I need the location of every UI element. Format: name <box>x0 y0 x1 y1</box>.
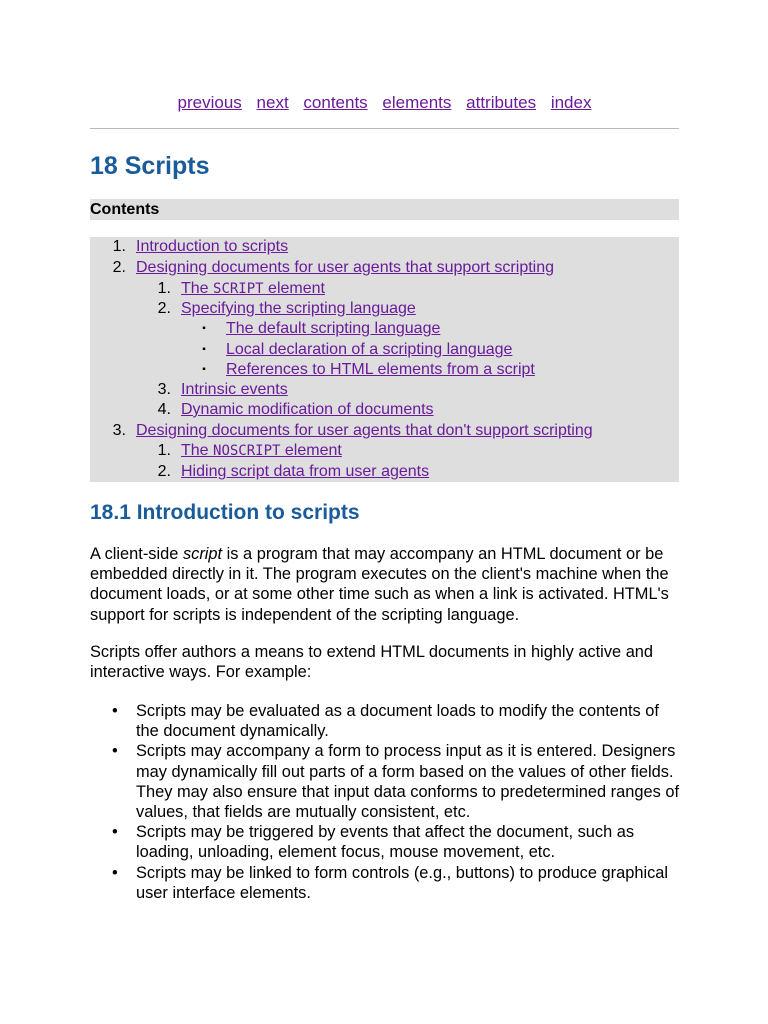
toc-link-designing-support[interactable]: Designing documents for user agents that support scripting <box>136 259 555 276</box>
toc-number: 3. <box>112 422 126 439</box>
toc-number: 1. <box>157 442 171 459</box>
list-item-text: Scripts may be triggered by events that affect the document, such as loading, unloading, element focus, mouse movement, etc. <box>136 823 635 862</box>
examples-list <box>90 701 679 903</box>
paragraph-text: is a program that may accompany an HTML document or be embedded directly in it. The program executes on the client's machine when the document loads, or at some other time such as when a link is activated. HTML's support for scripts is independent of the scripting language. <box>90 545 669 624</box>
contents-heading <box>90 199 679 220</box>
toc-link-code: NOSCRIPT <box>213 443 281 459</box>
toc-number: 1. <box>157 280 171 297</box>
square-bullet-icon: ▪ <box>202 323 206 334</box>
toc-link-intrinsic-events[interactable]: Intrinsic events <box>181 381 288 398</box>
toc-link-script-element[interactable] <box>181 279 325 299</box>
horizontal-divider <box>90 128 679 129</box>
toc-link-dynamic-modification[interactable]: Dynamic modification of documents <box>181 401 434 418</box>
emphasis-script: script <box>182 545 223 563</box>
paragraph-text: A client-side <box>90 545 183 563</box>
toc-link-text: element <box>280 442 342 459</box>
section-heading: 18.1 Introduction to scripts <box>90 501 360 524</box>
list-item-text: Scripts may be evaluated as a document loads to modify the contents of the document dynamically. <box>136 702 659 741</box>
list-item <box>90 701 679 741</box>
list-item-text: Scripts may be linked to form controls (e.g., buttons) to produce graphical user interface elements. <box>136 863 669 902</box>
nav-previous-link[interactable]: previous <box>177 93 242 112</box>
nav-attributes-link[interactable]: attributes <box>466 93 537 112</box>
toc-link-hiding-script-data[interactable]: Hiding script data from user agents <box>181 463 430 480</box>
toc-number: 2. <box>157 300 171 317</box>
toc-number: 2. <box>112 259 126 276</box>
page-title: 18 Scripts <box>90 152 210 180</box>
toc-link-text: The <box>181 280 214 297</box>
list-item <box>90 822 679 862</box>
list-item <box>90 741 679 822</box>
intro-paragraph <box>90 544 679 625</box>
examples-paragraph: Scripts offer authors a means to extend HTML documents in highly active and interactive ways. For example: <box>90 643 654 682</box>
top-navigation <box>90 92 679 114</box>
toc-link-references[interactable]: References to HTML elements from a script <box>226 361 535 378</box>
toc-link-code: SCRIPT <box>213 281 264 297</box>
square-bullet-icon: ▪ <box>202 344 206 355</box>
toc-link-default-language[interactable]: The default scripting language <box>226 320 441 337</box>
list-item-text: Scripts may accompany a form to process input as it is entered. Designers may dynamically fill out parts of a form based on the values of other fields. They may also ensure that input data conforms to predetermined ranges of values, that fields are mutually consistent, etc. <box>136 742 680 822</box>
nav-next-link[interactable]: next <box>256 93 289 112</box>
nav-elements-link[interactable]: elements <box>382 93 452 112</box>
bullet-icon: • <box>112 702 118 720</box>
bullet-icon: • <box>112 863 118 882</box>
bullet-icon: • <box>112 742 118 761</box>
nav-contents-link[interactable]: contents <box>303 93 368 112</box>
square-bullet-icon: ▪ <box>202 364 206 375</box>
nav-index-link[interactable]: index <box>550 93 592 112</box>
contents-label: Contents <box>90 201 160 218</box>
list-item <box>90 863 679 903</box>
toc-link-noscript-element[interactable] <box>181 441 342 461</box>
toc-link-designing-no-support[interactable]: Designing documents for user agents that don't support scripting <box>136 422 593 439</box>
toc-link-specifying-language[interactable]: Specifying the scripting language <box>181 300 416 317</box>
toc-link-local-declaration[interactable]: Local declaration of a scripting language <box>226 341 513 358</box>
table-of-contents <box>90 237 679 482</box>
toc-number: 4. <box>157 401 171 418</box>
toc-link-text: element <box>263 280 325 297</box>
bullet-icon: • <box>112 823 118 842</box>
toc-number: 1. <box>112 238 126 255</box>
toc-number: 2. <box>157 463 171 480</box>
toc-link-introduction[interactable]: Introduction to scripts <box>136 238 289 255</box>
toc-number: 3. <box>157 381 171 398</box>
toc-link-text: The <box>181 442 214 459</box>
